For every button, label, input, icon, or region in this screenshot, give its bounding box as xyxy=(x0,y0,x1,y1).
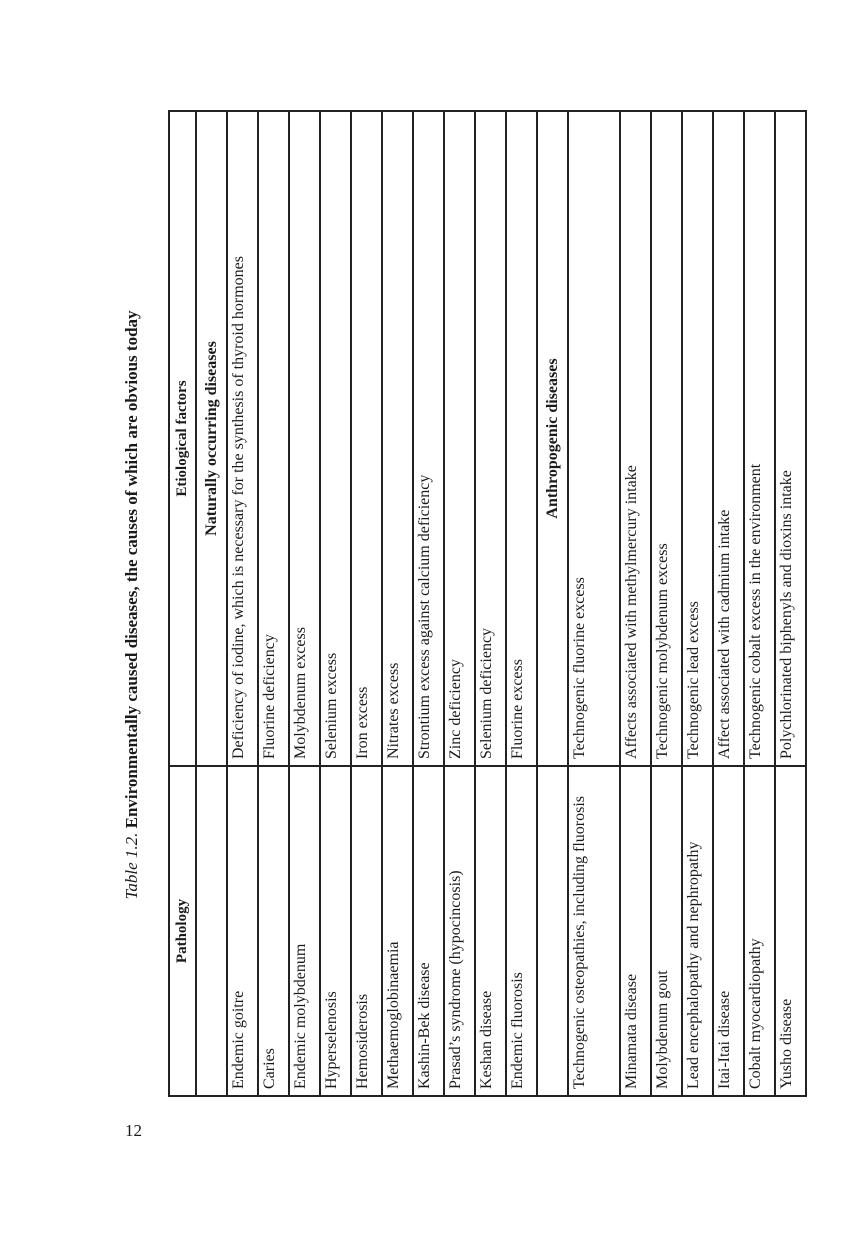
factor-cell: Technogenic fluorine excess xyxy=(568,111,620,766)
factor-cell: Polychlorinated biphenyls and dioxins intake xyxy=(775,111,806,766)
table-row xyxy=(713,111,744,1096)
table-row xyxy=(413,111,444,1096)
caption-title: Environmentally caused diseases, the causes of which are obvious today xyxy=(122,310,141,833)
factor-cell: Fluorine excess xyxy=(506,111,537,766)
factor-cell: Affects associated with methylmercury intake xyxy=(620,111,651,766)
rotated-table-block xyxy=(100,105,795,1105)
table-row xyxy=(651,111,682,1096)
table-row xyxy=(568,111,620,1096)
pathology-cell: Kashin-Bek disease xyxy=(413,766,444,1096)
factor-cell: Strontium excess against calcium deficiency xyxy=(413,111,444,766)
section-row xyxy=(537,111,568,1096)
table-caption xyxy=(122,105,142,1105)
pathology-cell: Endemic fluorosis xyxy=(506,766,537,1096)
factor-cell: Iron excess xyxy=(351,111,382,766)
pathology-cell: Endemic goitre xyxy=(227,766,258,1096)
disease-table xyxy=(168,110,807,1097)
factor-cell: Nitrates excess xyxy=(382,111,413,766)
table-row xyxy=(744,111,775,1096)
pathology-cell: Itai-Itai disease xyxy=(713,766,744,1096)
table-row xyxy=(320,111,351,1096)
table-row xyxy=(506,111,537,1096)
factor-cell: Technogenic lead excess xyxy=(682,111,713,766)
factor-cell: Fluorine deficiency xyxy=(258,111,289,766)
section-spacer xyxy=(537,766,568,1096)
table-row xyxy=(289,111,320,1096)
pathology-cell: Molybdenum gout xyxy=(651,766,682,1096)
factor-cell: Molybdenum excess xyxy=(289,111,320,766)
factor-cell: Selenium excess xyxy=(320,111,351,766)
factor-cell: Affect associated with cadmium intake xyxy=(713,111,744,766)
pathology-cell: Prasad’s syndrome (hypocincosis) xyxy=(444,766,475,1096)
factor-cell: Technogenic cobalt excess in the environment xyxy=(744,111,775,766)
factor-cell: Deficiency of iodine, which is necessary for the synthesis of thyroid hormones xyxy=(227,111,258,766)
table-row xyxy=(620,111,651,1096)
pathology-cell: Cobalt myocardiopathy xyxy=(744,766,775,1096)
pathology-cell: Hemosiderosis xyxy=(351,766,382,1096)
page-number: 12 xyxy=(125,1121,142,1140)
table-row xyxy=(382,111,413,1096)
table-row xyxy=(775,111,806,1096)
factor-cell: Zinc deficiency xyxy=(444,111,475,766)
factor-cell: Selenium deficiency xyxy=(475,111,506,766)
header-row xyxy=(169,111,196,1096)
pathology-cell: Minamata disease xyxy=(620,766,651,1096)
pathology-cell: Technogenic osteopathies, including fluorosis xyxy=(568,766,620,1096)
pathology-cell: Lead encephalopathy and nephropathy xyxy=(682,766,713,1096)
pathology-cell: Endemic molybdenum xyxy=(289,766,320,1096)
header-pathology: Pathology xyxy=(169,766,196,1096)
section-spacer xyxy=(196,766,227,1096)
pathology-cell: Caries xyxy=(258,766,289,1096)
pathology-cell: Hyperselenosis xyxy=(320,766,351,1096)
header-etiological-factors: Etiological factors xyxy=(169,111,196,766)
pathology-cell: Methaemoglobinaemia xyxy=(382,766,413,1096)
section-title-natural: Naturally occurring diseases xyxy=(196,111,227,766)
caption-prefix: Table 1.2. xyxy=(122,832,141,900)
factor-cell: Technogenic molybdenum excess xyxy=(651,111,682,766)
table-row xyxy=(444,111,475,1096)
table-row xyxy=(351,111,382,1096)
table-row xyxy=(258,111,289,1096)
section-row xyxy=(196,111,227,1096)
section-title-anthropogenic: Anthropogenic diseases xyxy=(537,111,568,766)
table-row xyxy=(682,111,713,1096)
table-row xyxy=(227,111,258,1096)
pathology-cell: Yusho disease xyxy=(775,766,806,1096)
pathology-cell: Keshan disease xyxy=(475,766,506,1096)
table-row xyxy=(475,111,506,1096)
